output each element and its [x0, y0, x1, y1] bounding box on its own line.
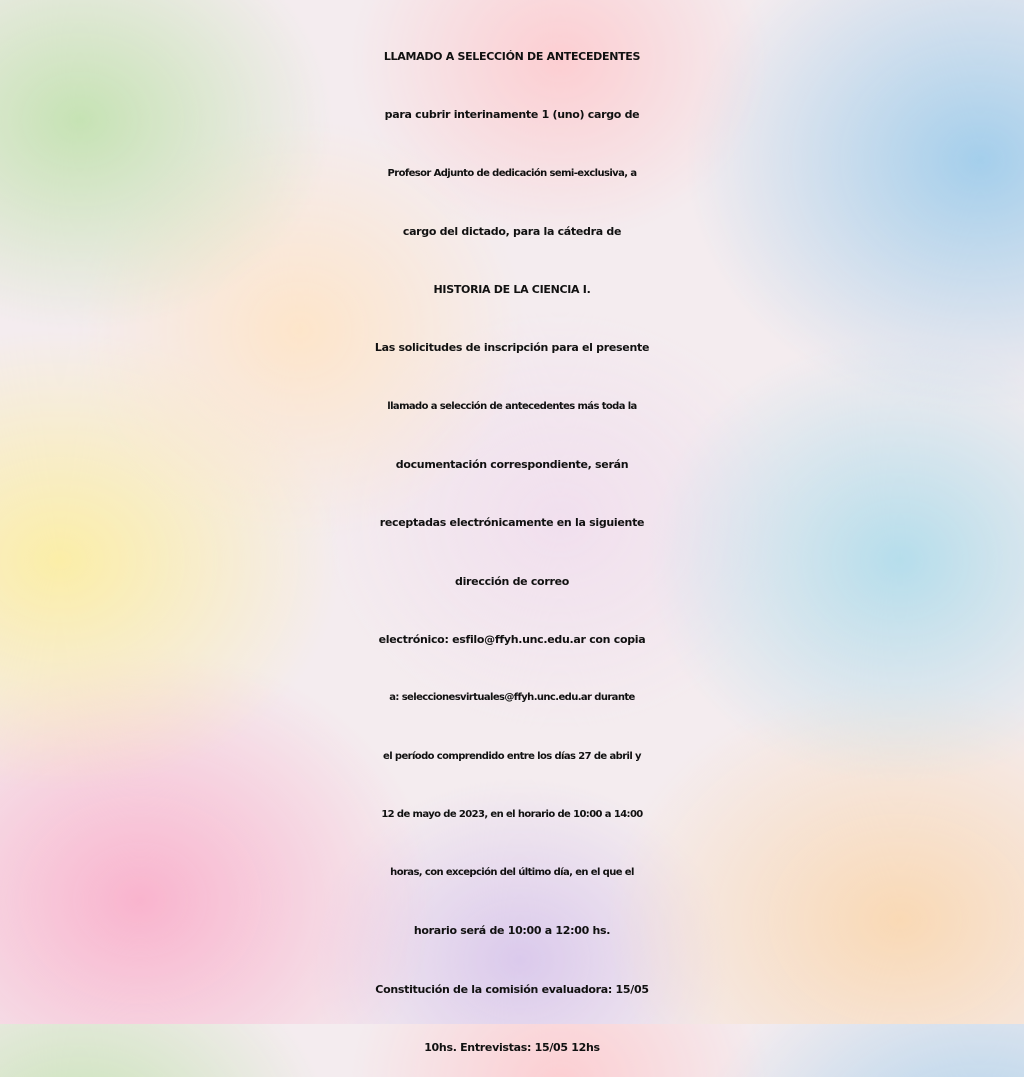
notice-period-line: el período comprendido entre los días 27 de abril y	[383, 750, 641, 762]
notice-line: Las solicitudes de inscripción para el presente	[374, 341, 650, 355]
notice-line: llamado a selección de antecedentes más toda la	[387, 400, 637, 412]
notice-line: horario será de 10:00 a 12:00 hs.	[413, 924, 611, 938]
notice-interviews-line: 10hs. Entrevistas: 15/05 12hs	[424, 1041, 600, 1055]
notice-line: cargo del dictado, para la cátedra de	[402, 224, 622, 238]
notice-title: LLAMADO A SELECCIÓN DE ANTECEDENTES	[383, 50, 641, 63]
notice-text-block	[0, 28, 1024, 1077]
notice-line: Profesor Adjunto de dedicación semi-exclusiva, a	[387, 167, 637, 179]
notice-course-name: HISTORIA DE LA CIENCIA I.	[433, 283, 591, 297]
notice-line: para cubrir interinamente 1 (uno) cargo de	[384, 108, 640, 122]
notice-committee-line: Constitución de la comisión evaluadora: 15/05	[375, 982, 649, 996]
notice-schedule-line: 12 de mayo de 2023, en el horario de 10:00 a 14:00	[381, 808, 643, 820]
notice-line: horas, con excepción del último día, en el que el	[390, 867, 634, 879]
notice-email-copy-line: a: seleccionesvirtuales@ffyh.unc.edu.ar durante	[389, 692, 635, 704]
notice-line: dirección de correo	[455, 574, 569, 588]
notice-email-line: electrónico: esfilo@ffyh.unc.edu.ar con copia	[378, 632, 646, 646]
notice-line: documentación correspondiente, serán	[395, 458, 629, 472]
notice-line: receptadas electrónicamente en la siguiente	[379, 516, 645, 530]
